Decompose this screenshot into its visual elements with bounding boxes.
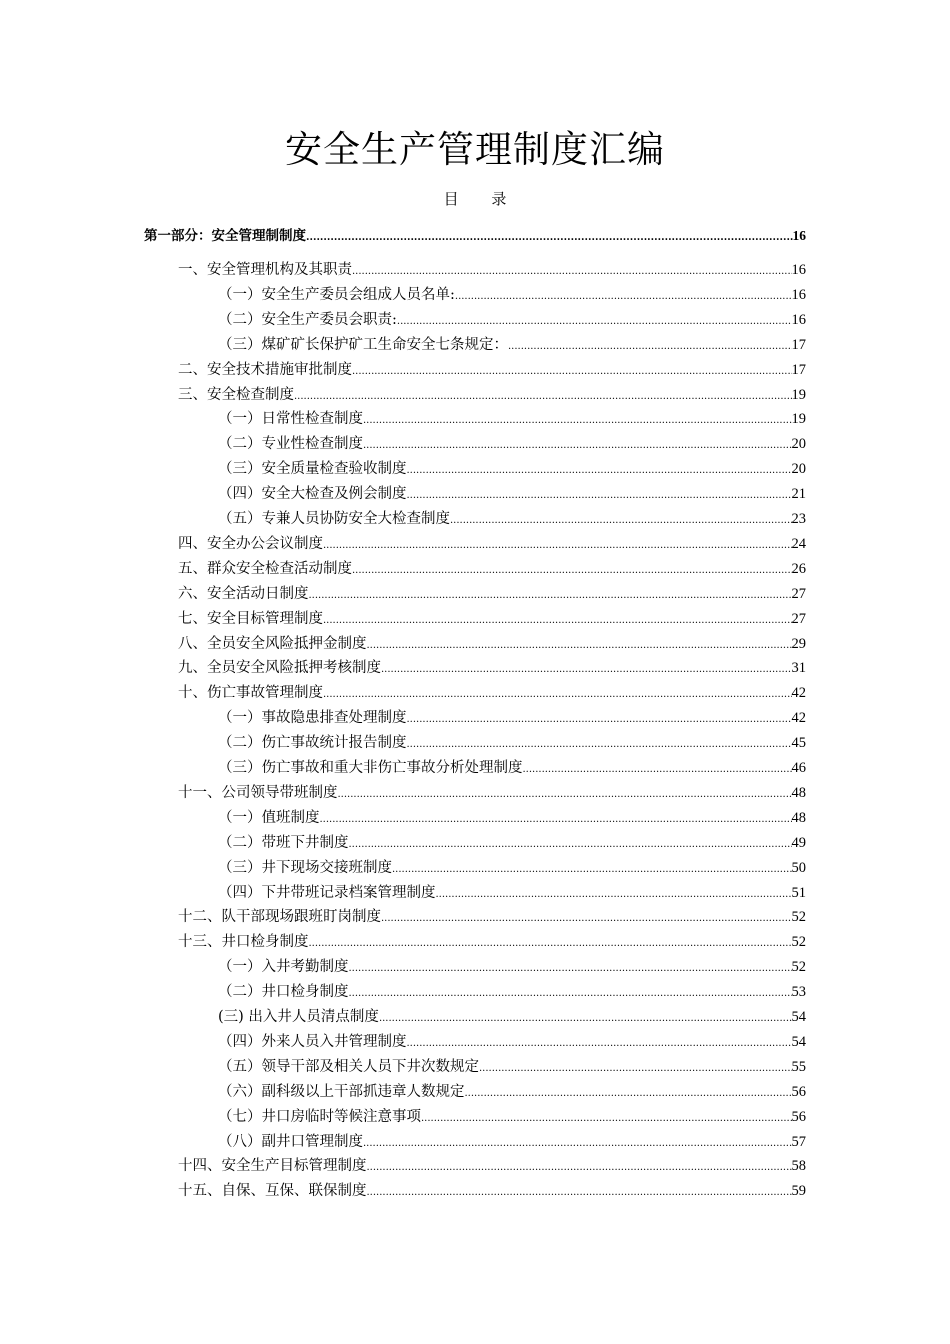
toc-entry-label: （二）安全生产委员会职责: — [218, 311, 397, 328]
toc-section-entry[interactable] — [178, 1180, 806, 1202]
toc-dot-leader — [479, 1056, 792, 1080]
toc-section-entry[interactable] — [178, 931, 806, 953]
toc-dot-leader — [407, 732, 792, 756]
toc-subsection-entry[interactable] — [218, 807, 806, 829]
toc-section-entry[interactable] — [178, 359, 806, 381]
toc-entry-label: （八）副井口管理制度 — [218, 1133, 363, 1150]
toc-page-number: 27 — [791, 610, 806, 627]
toc-page-number: 45 — [791, 735, 806, 752]
toc-dot-leader — [363, 1131, 792, 1155]
toc-page-number: 42 — [791, 710, 806, 727]
toc-dot-leader — [323, 533, 792, 557]
toc-dot-leader — [363, 408, 792, 432]
toc-subsection-entry[interactable] — [218, 882, 806, 904]
toc-section-entry[interactable] — [178, 384, 806, 406]
toc-section-entry[interactable] — [178, 558, 806, 580]
toc-dot-leader — [352, 558, 792, 582]
toc-dot-leader — [349, 832, 792, 856]
toc-dot-leader — [367, 1155, 792, 1179]
toc-heading: 目 录 — [443, 190, 521, 208]
toc-page-number: 46 — [791, 760, 806, 776]
toc-entry-label: 十二、队干部现场跟班盯岗制度 — [178, 909, 381, 926]
toc-page-number: 17 — [791, 361, 806, 378]
toc-page-number: 19 — [791, 411, 806, 428]
toc-page-number: 48 — [791, 784, 806, 801]
toc-dot-leader — [381, 906, 792, 930]
toc-subsection-entry[interactable] — [218, 483, 806, 505]
toc-section-entry[interactable] — [178, 906, 806, 928]
toc-dot-leader — [397, 309, 792, 333]
toc-dot-leader — [309, 931, 792, 955]
toc-page-number: 29 — [791, 635, 806, 652]
toc-page-number: 53 — [791, 984, 806, 1001]
toc-subsection-entry[interactable] — [218, 458, 806, 480]
toc-entry-label: 二、安全技术措施审批制度 — [178, 361, 352, 378]
toc-subsection-entry[interactable] — [218, 309, 806, 331]
toc-subsection-entry[interactable] — [218, 408, 806, 430]
toc-dot-leader — [407, 458, 792, 482]
toc-entry-label: 十一、公司领导带班制度 — [178, 784, 338, 801]
toc-section-entry[interactable] — [178, 682, 806, 704]
toc-section-entry[interactable] — [178, 657, 806, 679]
toc-dot-leader — [392, 857, 792, 881]
toc-page-number: 52 — [791, 934, 806, 951]
toc-page-number: 54 — [791, 1033, 806, 1050]
toc-entry-label: （六）副科级以上干部抓违章人数规定 — [218, 1083, 465, 1100]
toc-entry-label: （三）井下现场交接班制度 — [218, 859, 392, 876]
toc-dot-leader — [367, 633, 792, 657]
toc-entry-label: 九、全员安全风险抵押考核制度 — [178, 660, 381, 677]
toc-dot-leader — [379, 1006, 792, 1030]
toc-dot-leader — [309, 583, 792, 607]
toc-entry-label: 十四、安全生产目标管理制度 — [178, 1158, 367, 1175]
toc-subsection-entry[interactable] — [218, 956, 806, 978]
toc-dot-leader — [338, 782, 792, 806]
toc-entry-label: 七、安全目标管理制度 — [178, 610, 323, 627]
toc-entry-label: （五）领导干部及相关人员下井次数规定 — [218, 1058, 479, 1075]
toc-dot-leader — [349, 956, 792, 980]
toc-page-number: 16 — [791, 286, 806, 303]
toc-subsection-entry[interactable] — [218, 832, 806, 854]
document-title: 安全生产管理制度汇编 — [285, 128, 665, 171]
toc-entry-label: 八、全员安全风险抵押金制度 — [178, 635, 367, 652]
toc-entry-label: （四）安全大检查及例会制度 — [218, 486, 407, 503]
toc-dot-leader — [407, 483, 792, 507]
toc-dot-leader — [436, 882, 792, 906]
toc-entry-label: 十三、井口检身制度 — [178, 934, 309, 951]
toc-section-entry[interactable] — [178, 259, 806, 281]
toc-page-number: 16 — [792, 228, 806, 243]
toc-dot-leader — [352, 259, 792, 283]
toc-entry-label: （一）安全生产委员会组成人员名单: — [218, 286, 455, 303]
toc-dot-leader — [450, 508, 792, 532]
toc-dot-leader — [320, 807, 792, 831]
toc-entry-label: （四）外来人员入井管理制度 — [218, 1033, 407, 1050]
toc-dot-leader — [421, 1106, 792, 1130]
toc-page-number: 19 — [791, 386, 806, 403]
toc-page-number: 50 — [791, 859, 806, 876]
toc-entry-label: （五）专兼人员协防安全大检查制度 — [218, 511, 450, 527]
toc-subsection-entry[interactable] — [218, 707, 806, 729]
toc-page-number: 20 — [791, 461, 806, 478]
toc-dot-leader — [523, 757, 792, 781]
toc-entry-label: （一）入井考勤制度 — [218, 959, 349, 976]
toc-page-number: 52 — [791, 909, 806, 926]
toc-subsection-entry[interactable] — [218, 433, 806, 455]
toc-subsection-entry[interactable] — [218, 334, 806, 356]
toc-section-entry[interactable] — [178, 533, 806, 555]
toc-page-number: 55 — [791, 1058, 806, 1075]
toc-page-number: 26 — [791, 560, 806, 577]
toc-page-number: 31 — [791, 660, 806, 677]
toc-entry-label: 第一部分：安全管理制制度 — [144, 228, 306, 244]
toc-subsection-entry[interactable] — [218, 981, 806, 1003]
toc-dot-leader — [465, 1081, 792, 1105]
toc-section-entry[interactable] — [178, 608, 806, 630]
toc-subsection-entry[interactable] — [218, 1131, 806, 1153]
toc-entry-label: （三）安全质量检查验收制度 — [218, 461, 407, 478]
toc-dot-leader — [363, 433, 792, 457]
toc-subsection-entry[interactable] — [218, 284, 806, 306]
toc-subsection-entry[interactable] — [218, 757, 806, 779]
toc-dot-leader — [352, 359, 792, 383]
toc-entry-label: (三) 出入井人员清点制度 — [218, 1009, 379, 1025]
toc-dot-leader — [306, 225, 793, 249]
toc-page-number: 21 — [791, 486, 806, 503]
toc-page-number: 20 — [791, 436, 806, 453]
toc-page-number: 23 — [791, 511, 806, 527]
toc-dot-leader — [323, 682, 792, 706]
toc-entry-label: （二）伤亡事故统计报告制度 — [218, 735, 407, 752]
toc-page-number: 17 — [791, 336, 806, 353]
toc-subsection-entry[interactable] — [218, 508, 806, 530]
toc-part-entry[interactable] — [144, 225, 806, 247]
toc-entry-label: （三）伤亡事故和重大非伤亡事故分析处理制度 — [218, 760, 523, 776]
toc-page-number: 58 — [791, 1158, 806, 1175]
toc-entry-label: 五、群众安全检查活动制度 — [178, 560, 352, 577]
toc-page-number: 56 — [791, 1108, 806, 1125]
toc-section-entry[interactable] — [178, 1155, 806, 1177]
toc-entry-label: （七）井口房临时等候注意事项 — [218, 1108, 421, 1125]
toc-entry-label: 十五、自保、互保、联保制度 — [178, 1183, 367, 1200]
toc-page-number: 16 — [791, 262, 806, 278]
toc-page-number: 52 — [791, 959, 806, 976]
toc-entry-label: （二）带班下井制度 — [218, 834, 349, 851]
toc-dot-leader — [323, 608, 792, 632]
toc-entry-label: （二）井口检身制度 — [218, 984, 349, 1001]
toc-section-entry[interactable] — [178, 782, 806, 804]
toc-section-entry[interactable] — [178, 583, 806, 605]
toc-entry-label: 六、安全活动日制度 — [178, 585, 309, 602]
toc-entry-label: （一）日常性检查制度 — [218, 411, 363, 428]
toc-dot-leader — [407, 1031, 792, 1055]
toc-section-entry[interactable] — [178, 633, 806, 655]
toc-subsection-entry[interactable] — [218, 732, 806, 754]
toc-page-number: 56 — [791, 1083, 806, 1100]
toc-dot-leader — [407, 707, 792, 731]
toc-page-number: 42 — [791, 685, 806, 702]
toc-page-number: 49 — [791, 834, 806, 851]
toc-subsection-entry[interactable] — [218, 1056, 806, 1078]
toc-dot-leader — [508, 334, 792, 358]
toc-page-number: 27 — [791, 585, 806, 602]
toc-subsection-entry[interactable] — [218, 857, 806, 879]
toc-entry-label: 四、安全办公会议制度 — [178, 535, 323, 552]
toc-entry-label: （一）事故隐患排查处理制度 — [218, 710, 407, 727]
toc-entry-label: （二）专业性检查制度 — [218, 436, 363, 453]
toc-page-number: 24 — [791, 535, 806, 552]
toc-subsection-entry[interactable] — [218, 1006, 806, 1028]
toc-page-number: 48 — [791, 809, 806, 826]
toc-page-number: 59 — [791, 1183, 806, 1200]
toc-dot-leader — [349, 981, 792, 1005]
toc-page-number: 16 — [791, 311, 806, 328]
toc-entry-label: 十、伤亡事故管理制度 — [178, 685, 323, 702]
toc-entry-label: 三、安全检查制度 — [178, 386, 294, 403]
toc-dot-leader — [367, 1180, 792, 1204]
toc-dot-leader — [294, 384, 792, 408]
toc-entry-label: （四）下井带班记录档案管理制度 — [218, 884, 436, 901]
toc-subsection-entry[interactable] — [218, 1081, 806, 1103]
toc-subsection-entry[interactable] — [218, 1031, 806, 1053]
toc-dot-leader — [455, 284, 792, 308]
toc-entry-label: （三）煤矿矿长保护矿工生命安全七条规定： — [218, 336, 508, 353]
toc-entry-label: （一）值班制度 — [218, 809, 320, 826]
toc-page-number: 54 — [791, 1009, 806, 1025]
toc-page-number: 51 — [791, 884, 806, 901]
toc-subsection-entry[interactable] — [218, 1106, 806, 1128]
toc-page-number: 57 — [791, 1133, 806, 1150]
toc-entry-label: 一、安全管理机构及其职责 — [178, 262, 352, 278]
toc-dot-leader — [381, 657, 792, 681]
